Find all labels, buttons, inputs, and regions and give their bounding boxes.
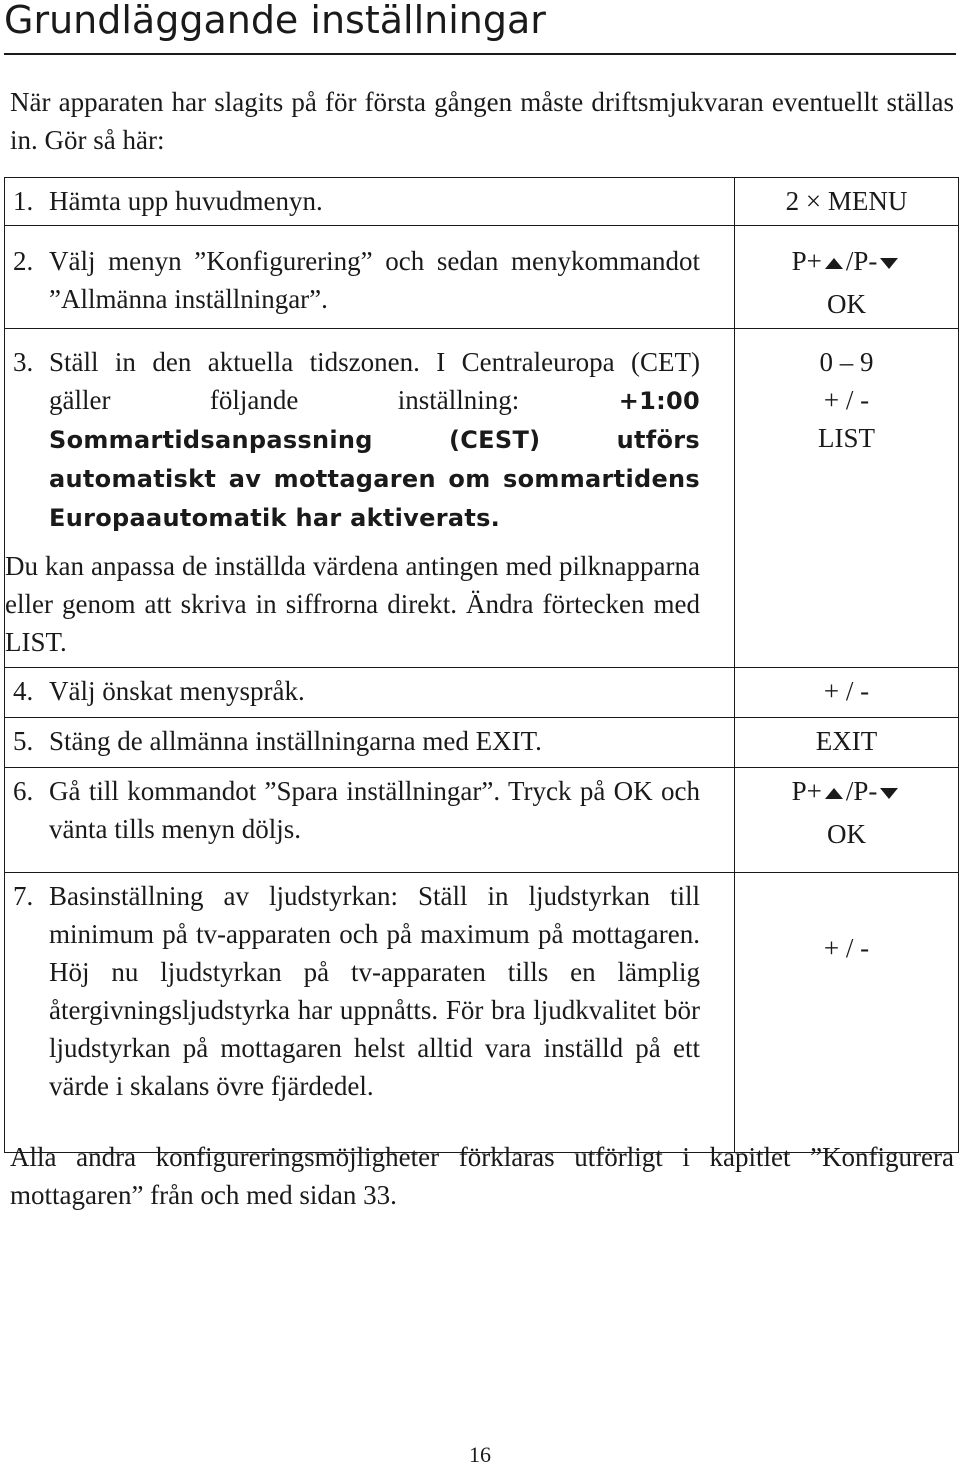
steps-table <box>4 177 959 1153</box>
page-number: 16 <box>469 1442 491 1467</box>
table-row <box>5 668 959 718</box>
step-number: 1. <box>13 186 34 216</box>
step-cell <box>5 768 735 873</box>
step-number: 5. <box>13 726 34 756</box>
key-exit: EXIT <box>815 726 878 756</box>
key-ok: OK <box>827 289 866 319</box>
key-menu: 2 × MENU <box>785 186 908 216</box>
step-number: 6. <box>13 776 34 806</box>
step-text: Gå till kommandot ”Spara inställningar”. Tryck på OK och vänta tills menyn döljs. <box>49 776 700 844</box>
key-cell <box>735 718 959 768</box>
step-text: Stäng de allmänna inställningarna med EXIT. <box>49 726 542 756</box>
step-number: 2. <box>13 246 34 276</box>
key-list: LIST <box>818 423 875 453</box>
key-cell <box>735 668 959 718</box>
key-ok: OK <box>827 819 866 849</box>
step-number: 7. <box>13 881 34 911</box>
step-number: 4. <box>13 676 34 706</box>
key-cell <box>735 226 959 329</box>
triangle-down-icon <box>880 788 898 799</box>
key-channel: P+ /P- <box>735 242 958 280</box>
step-text-block <box>49 343 700 537</box>
table-row <box>5 329 959 668</box>
step-cell <box>5 178 735 226</box>
key-plus-minus: + / - <box>823 385 870 415</box>
table-row <box>5 718 959 768</box>
triangle-up-icon <box>825 258 843 269</box>
step-cell <box>5 226 735 329</box>
title-underline <box>4 53 956 55</box>
step-cell <box>5 668 735 718</box>
key-cell <box>735 768 959 873</box>
table-row <box>5 178 959 226</box>
step-text: Välj menyn ”Konfigurering” och sedan menykommandot ”Allmänna inställningar”. <box>49 246 700 314</box>
key-plus-minus: + / - <box>823 932 870 963</box>
key-cell <box>735 178 959 226</box>
key-cell <box>735 873 959 1153</box>
step-cell <box>5 873 735 1153</box>
key-plus-minus: + / - <box>823 676 870 706</box>
step-text: Ställ in den aktuella tidszonen. I Centraleuropa (CET) gäller följande inställning: <box>49 347 700 415</box>
step-extra-text: Du kan anpassa de inställda värdena antingen med pilknapparna eller genom att skriva in siffrorna direkt. Ändra förtecken med LIST. <box>5 551 700 657</box>
table-row <box>5 768 959 873</box>
intro-paragraph: När apparaten har slagits på för första gången måste driftsmjukvaran eventuellt ställas in. Gör så här: <box>10 87 954 155</box>
key-digits: 0 – 9 <box>819 347 874 377</box>
step-bold-text: +1:00 Sommartidsanpassning (CEST) utförs automatiskt av mottagaren om sommartidens Europaautomatik har aktiverats. <box>49 387 700 532</box>
step-text: Basinställning av ljudstyrkan: Ställ in ljudstyrkan till minimum på tv-apparaten och på maximum på mottagaren. Höj nu ljudstyrkan på tv-apparaten tills en lämplig återgivningsljudstyrka har uppnåtts. För bra ljudkvalitet bör ljudstyrkan på mottagaren helst alltid vara inställd på ett värde i skalans övre fjärdedel. <box>49 881 700 1101</box>
table-row <box>5 226 959 329</box>
step-number: 3. <box>13 347 34 377</box>
step-cell <box>5 718 735 768</box>
triangle-down-icon <box>880 258 898 269</box>
step-text: Välj önskat menyspråk. <box>49 676 305 706</box>
key-cell <box>735 329 959 668</box>
step-cell <box>5 329 735 668</box>
step-text: Hämta upp huvudmenyn. <box>49 186 323 216</box>
page-title: Grundläggande inställningar <box>4 0 546 42</box>
triangle-up-icon <box>825 788 843 799</box>
table-row <box>5 873 959 1153</box>
key-channel: P+ /P- <box>735 772 958 810</box>
footer-note: Alla andra konfigureringsmöjligheter förklaras utförligt i kapitlet ”Konfigurera mottagaren” från och med sidan 33. <box>10 1142 954 1210</box>
